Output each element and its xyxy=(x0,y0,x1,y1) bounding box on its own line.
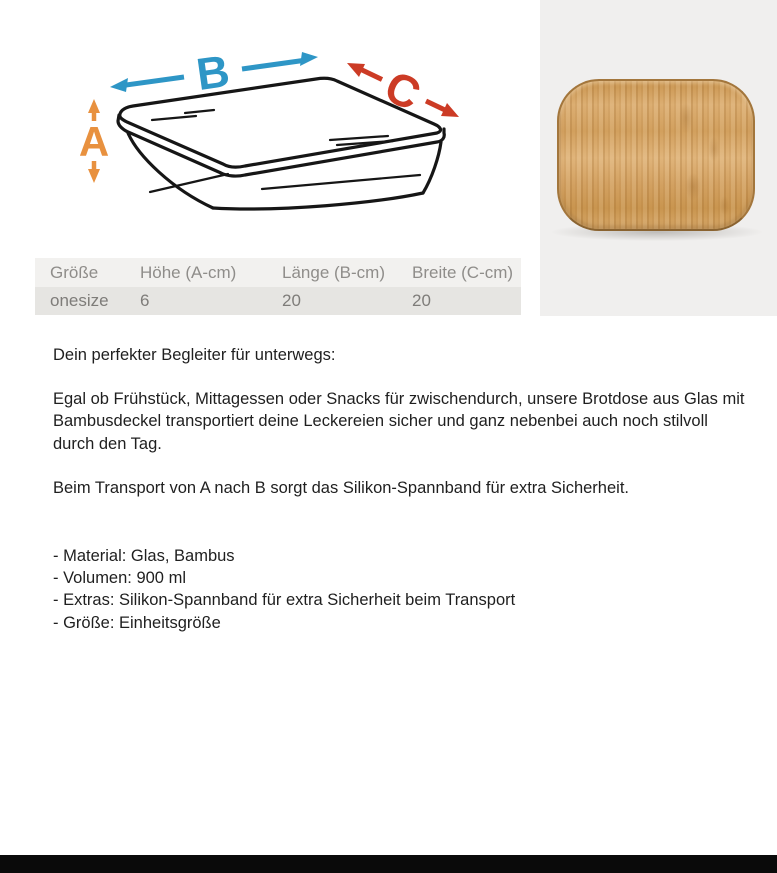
label-c: C xyxy=(377,60,429,121)
spec-extras: - Extras: Silikon-Spannband für extra Sicherheit beim Transport xyxy=(53,591,516,610)
spec-size: - Größe: Einheitsgröße xyxy=(53,613,221,632)
spec-list xyxy=(53,545,750,634)
width-arrow-c xyxy=(347,60,459,120)
lunchbox-line-drawing xyxy=(0,0,540,250)
size-table-row xyxy=(35,287,521,315)
size-table-header-row xyxy=(35,258,521,287)
cell-length: 20 xyxy=(282,291,301,310)
col-header-size: Größe xyxy=(50,262,99,282)
product-photo-panel xyxy=(540,0,777,316)
spec-volume: - Volumen: 900 ml xyxy=(53,569,186,588)
col-header-height: Höhe (A-cm) xyxy=(140,262,237,282)
description-intro: Dein perfekter Begleiter für unterwegs: xyxy=(53,346,336,364)
length-arrow-b xyxy=(110,45,318,100)
bamboo-lid-image xyxy=(557,79,755,231)
spec-material: - Material: Glas, Bambus xyxy=(53,547,235,566)
product-description xyxy=(53,344,750,634)
label-b: B xyxy=(193,44,233,101)
description-paragraph-2: Beim Transport von A nach B sorgt das Silikon-Spannband für extra Sicherheit. xyxy=(53,478,629,497)
col-header-width: Breite (C-cm) xyxy=(412,262,514,282)
height-arrow-a xyxy=(79,99,109,183)
cell-width: 20 xyxy=(412,291,431,310)
col-header-length: Länge (B-cm) xyxy=(282,262,385,282)
label-a: A xyxy=(78,118,110,165)
footer-bar xyxy=(0,855,777,873)
cell-height: 6 xyxy=(140,291,150,310)
dimension-diagram xyxy=(0,0,540,250)
size-table xyxy=(35,258,521,315)
cell-size: onesize xyxy=(50,291,109,310)
description-paragraph-1: Egal ob Frühstück, Mittagessen oder Snacks für zwischendurch, unsere Brotdose aus Glas mit Bambusdeckel transportiert deine Leckereien sicher und ganz nebenbei auch noch stilvoll durch den Tag. xyxy=(53,390,745,453)
